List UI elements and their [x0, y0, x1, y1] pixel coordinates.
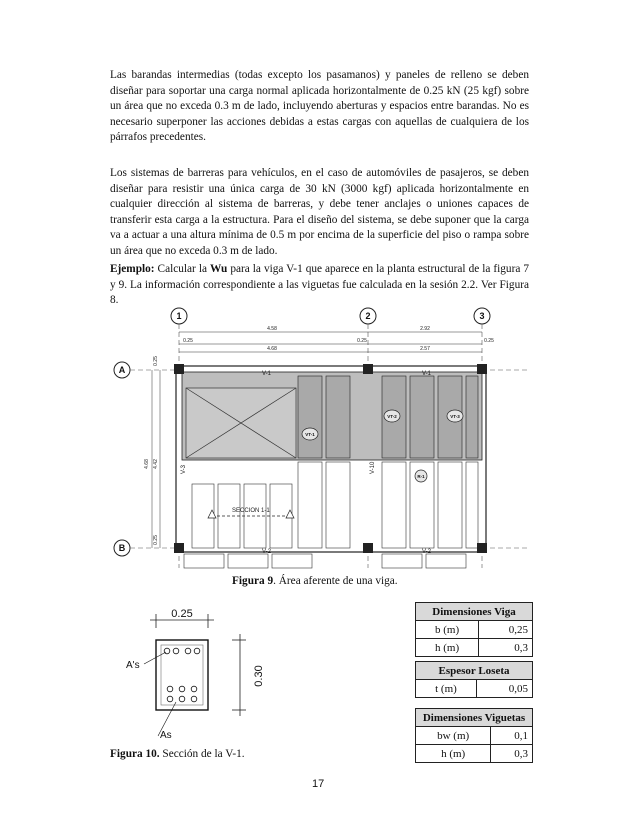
bottom-steel-label: As: [160, 730, 172, 741]
dim-edge-right: 0.25: [484, 338, 494, 344]
figure9-label: Figura 9: [232, 575, 274, 587]
dim-vertical-inner: 4.42: [153, 459, 159, 469]
label-v1-left: V-1: [262, 371, 272, 377]
axis-label-a: A: [118, 365, 126, 375]
figure10-text: Sección de la V-1.: [159, 748, 245, 760]
table-viguetas-value-h: 0,3: [491, 745, 533, 763]
label-v1-right: V-1: [422, 371, 432, 377]
table-viguetas-label-h: h (m): [416, 745, 491, 763]
axis-label-3: 3: [479, 311, 485, 321]
table-espesor-loseta: [415, 661, 533, 698]
figure9-text: . Área aferente de una viga.: [273, 575, 398, 587]
figure10-label: Figura 10.: [110, 748, 160, 760]
dim-top-left: 4.58: [267, 326, 277, 332]
section-width-label: 0.25: [171, 608, 193, 620]
tag-r1: R-1: [417, 474, 425, 479]
label-v2-right: V-2: [422, 549, 432, 555]
top-steel-label: A's: [126, 660, 140, 671]
label-v3: V-3: [181, 464, 187, 474]
page-number: 17: [312, 778, 325, 790]
dim-vert-small-top: 0.25: [153, 356, 159, 366]
dim-vert-small-bottom: 0.25: [153, 535, 159, 545]
figure9-caption: [232, 575, 398, 587]
tag-vt3: VT-3: [450, 414, 460, 419]
ejemplo-text-1: Calcular la: [154, 263, 210, 275]
beam-section-figure: [128, 606, 278, 766]
tag-vt2: VT-2: [387, 414, 397, 419]
wu-label: Wu: [209, 263, 228, 275]
dim-edge-mid: 0.25: [357, 338, 367, 344]
table-loseta-label-t: t (m): [416, 680, 477, 698]
section-height-label: 0.30: [253, 665, 265, 687]
figure10-caption: [110, 748, 245, 760]
table-viguetas-value-bw: 0,1: [491, 727, 533, 745]
table-viga-value-b: 0,25: [479, 621, 533, 639]
table-loseta-title: Espesor Loseta: [416, 662, 533, 680]
ejemplo-text-2: para la viga V-1 que aparece en la planta estructural de la figura 7 y 9. La información correspondiente a las viguetas fue calculada en la sesión 2.2. Ver Figura 8.: [110, 263, 529, 306]
ejemplo-label: Ejemplo:: [110, 263, 155, 275]
axis-label-2: 2: [365, 311, 371, 321]
axis-label-1: 1: [176, 311, 182, 321]
structural-plan-figure: [112, 304, 528, 568]
paragraph-barandas: Las barandas intermedias (todas excepto los pasamanos) y paneles de relleno se deben diseñar para soportar una carga normal aplicada horizontalmente de 0.25 kN (25 kgf) sobre un área que no exceda 0.3 m de lado, incluyendo aberturas y espacios entre barandas. No es necesario superponer las acciones debidas a estas cargas con aquellas de cualquiera de los párrafos precedentes.: [110, 69, 529, 143]
table-dimensiones-viga: [415, 602, 533, 657]
paragraph-ejemplo: [110, 262, 529, 309]
table-viga-value-h: 0,3: [479, 639, 533, 657]
table-dimensiones-viguetas: [415, 708, 533, 763]
table-viguetas-label-bw: bw (m): [416, 727, 491, 745]
axis-label-b: B: [118, 543, 126, 553]
paragraph-barreras: Los sistemas de barreras para vehículos, en el caso de automóviles de pasajeros, se deben diseñar para resistir una única carga de 30 kN (3000 kgf) aplicada horizontalmente en cualquier dirección al sistema de barreras, y debe tener anclajes o uniones capaces de transferir esta carga a la estructura. Para el diseño del sistema, se debe suponer que la carga va a actuar a una altura mínima de 0.5 m por encima de la superficie del piso o rampa sobre un área que no exceda 0.3 m de lado.: [110, 167, 529, 257]
label-section: SECCION 1-1: [232, 508, 270, 514]
dim-vertical-total: 4.68: [144, 459, 150, 469]
table-loseta-value-t: 0,05: [476, 680, 532, 698]
dim-second-left: 4.68: [267, 346, 277, 352]
dim-edge-left: 0.25: [183, 338, 193, 344]
table-viga-title: Dimensiones Viga: [416, 603, 533, 621]
dim-top-right: 2.92: [420, 326, 430, 332]
table-viga-label-h: h (m): [416, 639, 479, 657]
table-viga-label-b: b (m): [416, 621, 479, 639]
tag-vt1: VT-1: [305, 432, 315, 437]
table-viguetas-title: Dimensiones Viguetas: [416, 709, 533, 727]
label-v10: V-10: [370, 461, 376, 474]
label-v2-left: V-2: [262, 549, 272, 555]
dim-second-right: 2.57: [420, 346, 430, 352]
